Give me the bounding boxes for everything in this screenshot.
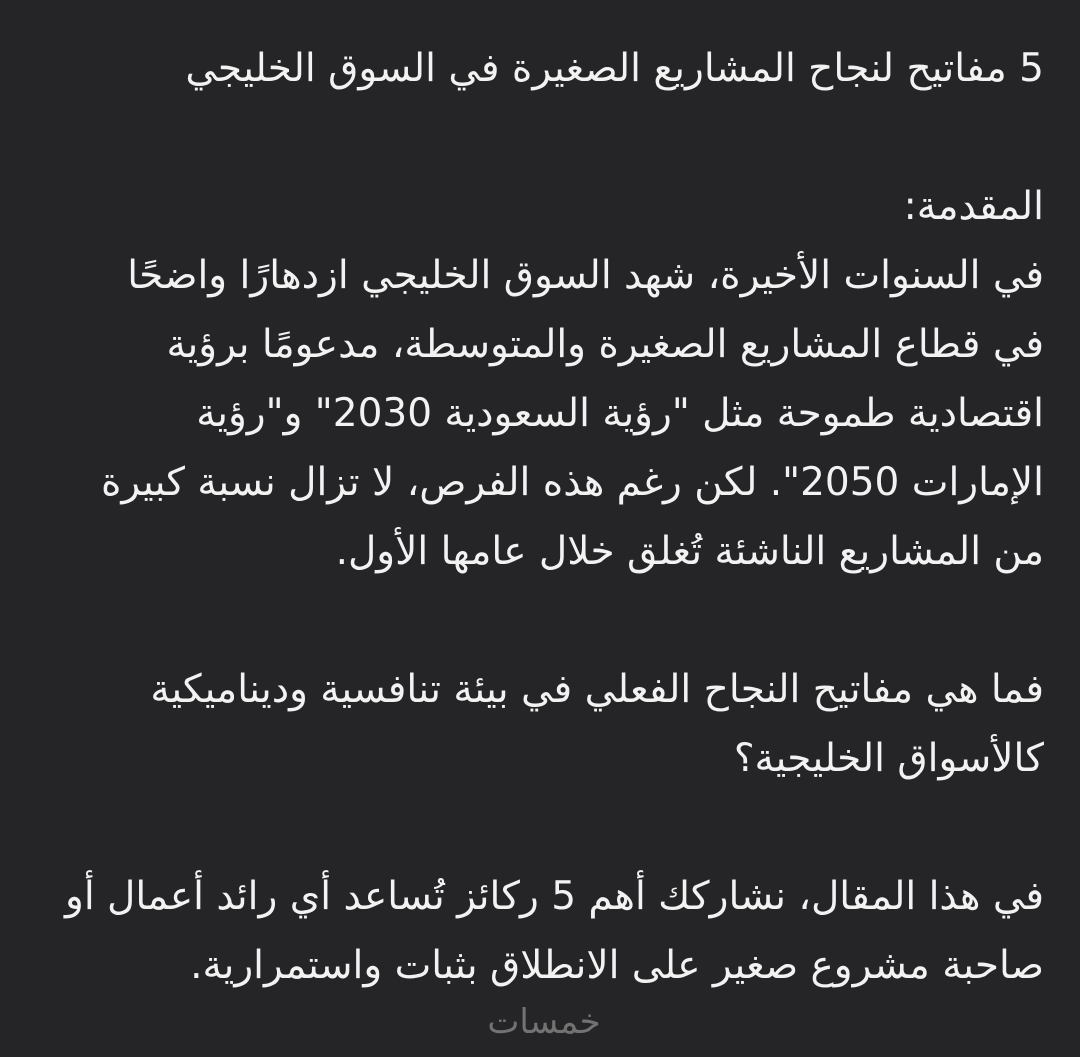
- question-line: كالأسواق الخليجية؟: [733, 736, 1044, 781]
- paragraph-gap: [44, 793, 1044, 862]
- paragraph-gap: [44, 586, 1044, 655]
- intro-line: في السنوات الأخيرة، شهد السوق الخليجي ازدهارًا واضحًا: [127, 253, 1044, 298]
- intro-line: من المشاريع الناشئة تُغلق خلال عامها الأول.: [335, 529, 1044, 574]
- closing-line: في هذا المقال، نشاركك أهم 5 ركائز تُساعد أي رائد أعمال أو: [64, 874, 1044, 919]
- cropped-text-fragment: [44, 1046, 1044, 1057]
- article-title: 5 مفاتيح لنجاح المشاريع الصغيرة في السوق الخليجي: [185, 46, 1044, 91]
- article-body: [44, 34, 1044, 1000]
- khamsat-watermark-logo: خمسات: [487, 1002, 601, 1042]
- intro-line: في قطاع المشاريع الصغيرة والمتوسطة، مدعومًا برؤية: [166, 322, 1044, 367]
- paragraph-gap: [44, 103, 1044, 172]
- intro-heading: المقدمة:: [903, 184, 1044, 229]
- intro-line: اقتصادية طموحة مثل "رؤية السعودية 2030" و"رؤية: [196, 391, 1044, 436]
- closing-line: صاحبة مشروع صغير على الانطلاق بثبات واستمرارية.: [190, 943, 1044, 988]
- intro-line: الإمارات 2050". لكن رغم هذه الفرص، لا تزال نسبة كبيرة: [100, 460, 1044, 505]
- question-line: فما هي مفاتيح النجاح الفعلي في بيئة تنافسية وديناميكية: [150, 667, 1044, 712]
- cropped-next-line: [44, 1046, 1044, 1057]
